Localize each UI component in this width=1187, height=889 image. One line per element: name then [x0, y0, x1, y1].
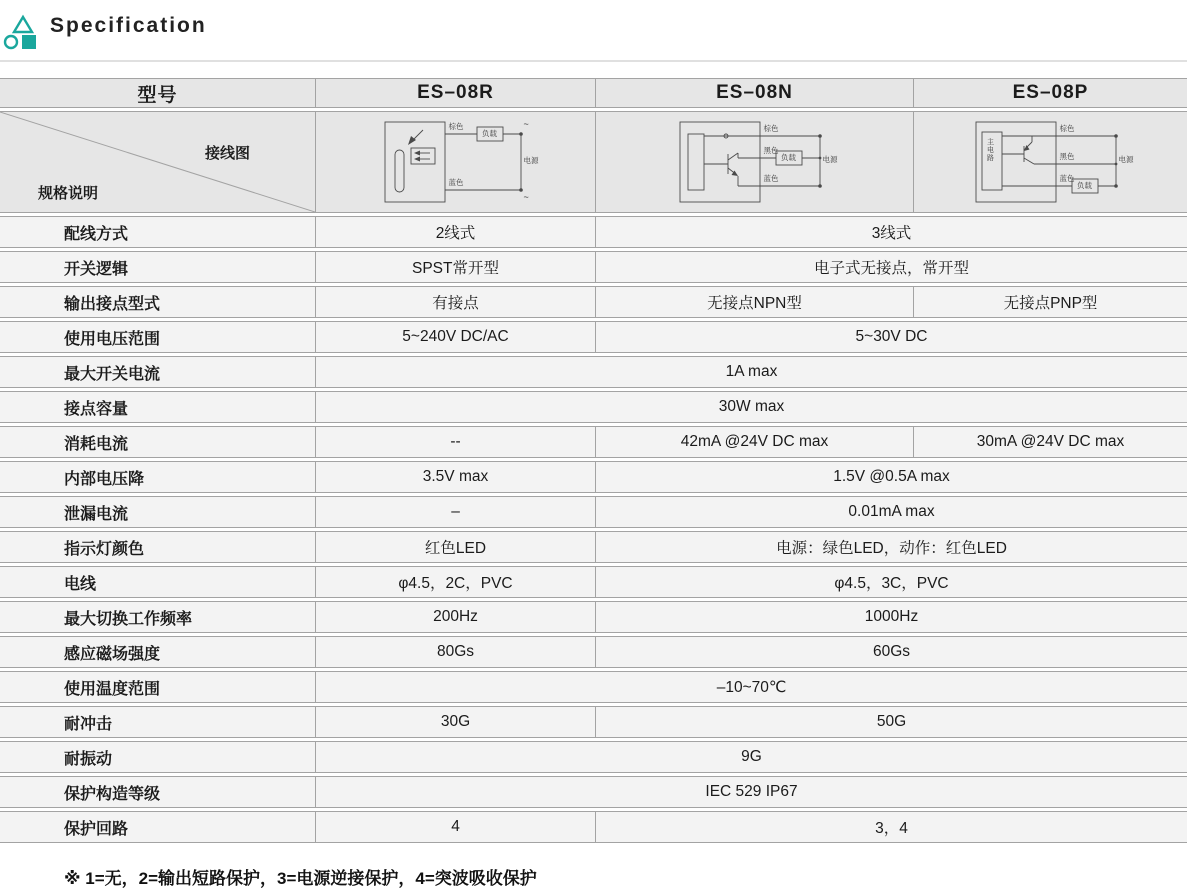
table-row [0, 811, 1187, 843]
load-box-label: 负载 [1077, 181, 1092, 190]
cell-value: 30G [315, 706, 595, 738]
row-label: 保护构造等级 [0, 776, 315, 808]
cell-value: 9G [315, 741, 1187, 773]
table-row [0, 776, 1187, 808]
row-label: 配线方式 [0, 216, 315, 248]
row-label: 消耗电流 [0, 426, 315, 458]
row-label: 耐冲击 [0, 706, 315, 738]
wire-label-blue: 蓝色 [448, 178, 464, 187]
spec-description-label: 规格说明 [38, 185, 99, 202]
cell-value: IEC 529 IP67 [315, 776, 1187, 808]
cell-value: 4 [315, 811, 595, 843]
cell-value: 30W max [315, 391, 1187, 423]
table-row [0, 426, 1187, 458]
power-label: 电源 [1118, 155, 1134, 164]
row-label: 保护回路 [0, 811, 315, 843]
table-row [0, 216, 1187, 248]
cell-value: 红色LED [315, 531, 595, 563]
wire-label-brown: 棕色 [763, 124, 779, 133]
cell-value: 200Hz [315, 601, 595, 633]
table-row [0, 706, 1187, 738]
row-label: 输出接点型式 [0, 286, 315, 318]
cell-value: 无接点NPN型 [595, 286, 913, 318]
table-row [0, 741, 1187, 773]
table-row [0, 496, 1187, 528]
load-box-label: 负载 [781, 153, 796, 162]
table-row [0, 286, 1187, 318]
cell-value: –10~70℃ [315, 671, 1187, 703]
wire-label-blue: 蓝色 [763, 174, 779, 183]
cell-value: – [315, 496, 595, 528]
cell-value: 电子式无接点，常开型 [595, 251, 1187, 283]
protection-footnote: ※ 1=无，2=输出短路保护，3=电源逆接保护，4=突波吸收保护 [64, 869, 537, 888]
power-label: 电源 [822, 155, 838, 164]
cell-value: 5~240V DC/AC [315, 321, 595, 353]
reed-switch-schematic [371, 118, 541, 206]
table-row [0, 461, 1187, 493]
cell-value: 60Gs [595, 636, 1187, 668]
wiring-diagram-es08p [913, 111, 1187, 213]
model-header-es08n: ES–08N [595, 78, 913, 108]
row-label: 感应磁场强度 [0, 636, 315, 668]
cell-value: SPST常开型 [315, 251, 595, 283]
cell-value: 80Gs [315, 636, 595, 668]
model-column-header: 型号 [0, 78, 315, 108]
diagonal-header-cell [0, 111, 315, 213]
row-label: 使用电压范围 [0, 321, 315, 353]
wiring-diagram-es08n [595, 111, 913, 213]
model-header-es08r: ES–08R [315, 78, 595, 108]
table-row [0, 356, 1187, 388]
cell-value: -- [315, 426, 595, 458]
npn-schematic [670, 118, 840, 206]
page-title: Specification [50, 14, 207, 37]
row-label: 泄漏电流 [0, 496, 315, 528]
table-row [0, 566, 1187, 598]
cell-value: 无接点PNP型 [913, 286, 1187, 318]
table-row [0, 531, 1187, 563]
table-row [0, 671, 1187, 703]
row-label: 耐振动 [0, 741, 315, 773]
specification-shapes-icon [2, 12, 44, 59]
table-row [0, 321, 1187, 353]
table-row [0, 251, 1187, 283]
page-header [0, 0, 1187, 62]
cell-value: 3线式 [595, 216, 1187, 248]
wire-label-black: 黑色 [1059, 152, 1075, 161]
wire-label-blue: 蓝色 [1059, 174, 1075, 183]
cell-value: 1A max [315, 356, 1187, 388]
load-box-label: 负载 [482, 129, 497, 138]
row-label: 最大开关电流 [0, 356, 315, 388]
row-label: 使用温度范围 [0, 671, 315, 703]
wiring-diagram-label: 接线图 [205, 145, 251, 162]
cell-value: 电源：绿色LED，动作：红色LED [595, 531, 1187, 563]
wire-label-brown: 棕色 [1059, 124, 1075, 133]
row-label: 指示灯颜色 [0, 531, 315, 563]
spec-table [0, 75, 1187, 846]
wire-label-black: 黑色 [763, 146, 779, 155]
cell-value: 30mA @24V DC max [913, 426, 1187, 458]
table-row [0, 391, 1187, 423]
cell-value: 1.5V @0.5A max [595, 461, 1187, 493]
wire-label-brown: 棕色 [448, 122, 464, 131]
cell-value: 有接点 [315, 286, 595, 318]
wiring-diagram-row [0, 111, 1187, 213]
cell-value: φ4.5，2C，PVC [315, 566, 595, 598]
model-header-row [0, 78, 1187, 108]
row-label: 最大切换工作频率 [0, 601, 315, 633]
row-label: 开关逻辑 [0, 251, 315, 283]
row-label: 内部电压降 [0, 461, 315, 493]
cell-value: 3，4 [595, 811, 1187, 843]
cell-value: 2线式 [315, 216, 595, 248]
table-row [0, 601, 1187, 633]
main-circuit-label: 主电路 [986, 138, 994, 162]
wiring-diagram-es08r [315, 111, 595, 213]
cell-value: φ4.5，3C，PVC [595, 566, 1187, 598]
cell-value: 3.5V max [315, 461, 595, 493]
power-label: 电源 [523, 156, 539, 165]
row-label: 接点容量 [0, 391, 315, 423]
ac-mark-top: ~ [523, 119, 529, 129]
row-label: 电线 [0, 566, 315, 598]
cell-value: 50G [595, 706, 1187, 738]
pnp-schematic [966, 118, 1136, 206]
ac-mark-bottom: ~ [523, 192, 529, 202]
table-row [0, 636, 1187, 668]
cell-value: 0.01mA max [595, 496, 1187, 528]
cell-value: 5~30V DC [595, 321, 1187, 353]
model-header-es08p: ES–08P [913, 78, 1187, 108]
cell-value: 42mA @24V DC max [595, 426, 913, 458]
cell-value: 1000Hz [595, 601, 1187, 633]
